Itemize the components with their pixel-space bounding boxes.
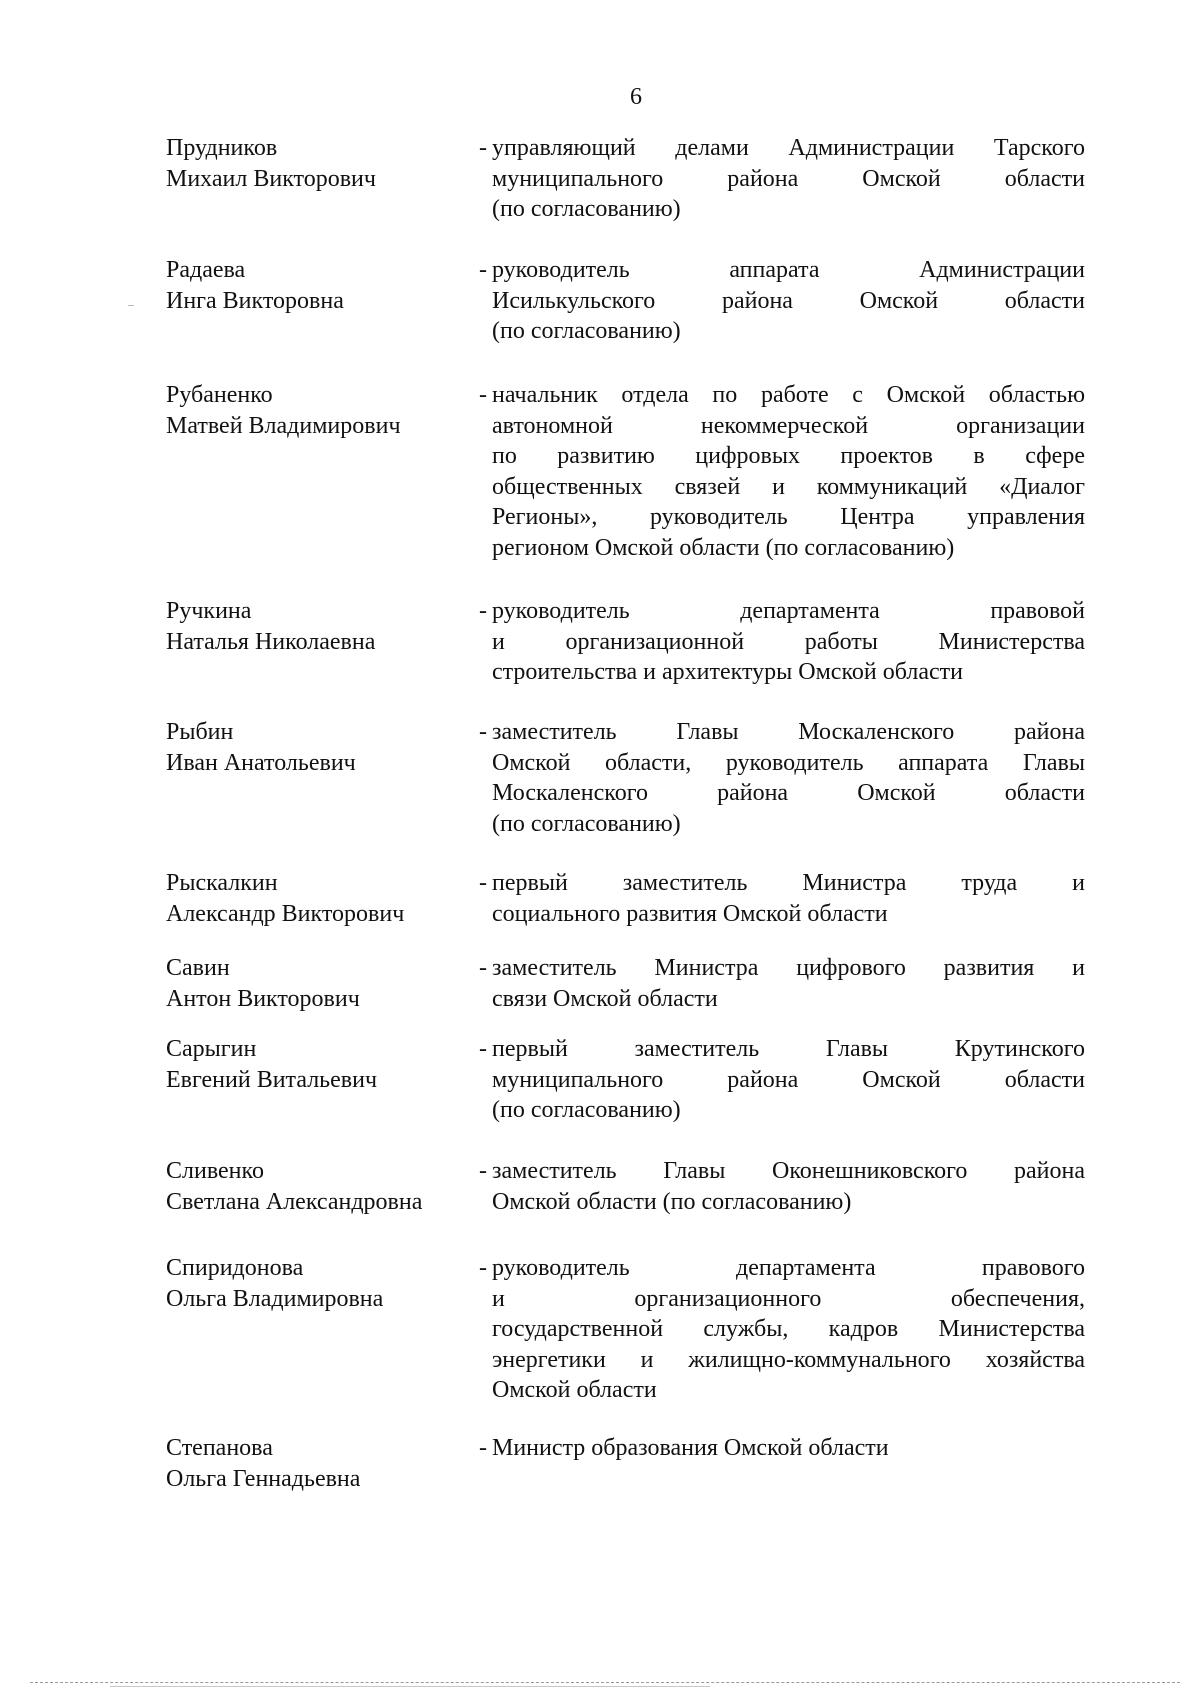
description-line: заместитель Главы Оконешниковского района	[492, 1158, 1085, 1184]
description-line: и организационной работы Министерства	[492, 628, 1085, 655]
dash: -	[479, 1435, 487, 1461]
description-line: первый заместитель Министра труда и	[492, 870, 1085, 896]
dash: -	[479, 135, 487, 161]
dash: -	[479, 1255, 487, 1281]
description-line: (по согласованию)	[492, 810, 681, 837]
given-names: Александр Викторович	[166, 900, 405, 927]
position-description	[492, 868, 1085, 929]
dash: -	[479, 870, 487, 896]
scan-artifact	[110, 1686, 710, 1687]
description-line: управляющий делами Администрации Тарского	[492, 135, 1085, 161]
person-name	[166, 1156, 466, 1217]
person-name	[166, 596, 466, 657]
description-line: по развитию цифровых проектов в сфере	[492, 443, 1085, 469]
person-name	[166, 1433, 466, 1494]
given-names: Ольга Геннадьевна	[166, 1465, 361, 1492]
description-line: заместитель Министра цифрового развития и	[492, 955, 1085, 981]
description-line: заместитель Главы Москаленского района	[492, 719, 1085, 745]
description-line: Омской области (по согласованию)	[492, 1188, 852, 1215]
description-line: строительства и архитектуры Омской области	[492, 659, 963, 685]
surname: Радаева	[166, 257, 246, 283]
dash: -	[479, 719, 487, 745]
given-names: Михаил Викторович	[166, 165, 376, 192]
description-line: Омской области, руководитель аппарата Главы	[492, 749, 1085, 776]
description-line: (по согласованию)	[492, 1097, 681, 1123]
surname: Рыскалкин	[166, 870, 278, 896]
person-name	[166, 868, 466, 929]
description-line: автономной некоммерческой организации	[492, 412, 1085, 439]
dash: -	[479, 1158, 487, 1184]
given-names: Евгений Витальевич	[166, 1066, 378, 1093]
position-description	[492, 1253, 1085, 1406]
description-line: Омской области	[492, 1377, 657, 1403]
description-line: (по согласованию)	[492, 196, 681, 222]
position-description	[492, 596, 1085, 688]
description-line: муниципального района Омской области	[492, 165, 1085, 192]
position-description	[492, 133, 1085, 225]
description-line: руководитель департамента правового	[492, 1255, 1085, 1281]
dash: -	[479, 1036, 487, 1062]
person-name	[166, 1253, 466, 1314]
person-name	[166, 380, 466, 441]
surname: Спиридонова	[166, 1255, 304, 1281]
position-description	[492, 255, 1085, 347]
description-line: (по согласованию)	[492, 318, 681, 344]
surname: Рыбин	[166, 719, 234, 745]
description-line: энергетики и жилищно-коммунального хозяйства	[492, 1346, 1085, 1373]
description-line: начальник отдела по работе с Омской областью	[492, 382, 1085, 408]
given-names: Антон Викторович	[166, 985, 360, 1012]
description-line: связи Омской области	[492, 985, 718, 1012]
scan-artifact	[128, 305, 134, 306]
person-name	[166, 133, 466, 194]
dash: -	[479, 257, 487, 283]
description-line: Министр образования Омской области	[492, 1435, 889, 1461]
given-names: Наталья Николаевна	[166, 628, 376, 655]
position-description	[492, 1034, 1085, 1126]
description-line: и организационного обеспечения,	[492, 1285, 1085, 1312]
description-line: руководитель аппарата Администрации	[492, 257, 1085, 283]
description-line: Регионы», руководитель Центра управления	[492, 504, 1085, 530]
description-line: Москаленского района Омской области	[492, 780, 1085, 806]
position-description	[492, 1156, 1085, 1217]
given-names: Инга Викторовна	[166, 287, 344, 314]
scan-artifact	[30, 1682, 1180, 1683]
person-name	[166, 953, 466, 1014]
surname: Прудников	[166, 135, 278, 161]
dash: -	[479, 382, 487, 408]
given-names: Светлана Александровна	[166, 1188, 423, 1215]
dash: -	[479, 955, 487, 981]
dash: -	[479, 598, 487, 624]
given-names: Ольга Владимировна	[166, 1285, 384, 1312]
position-description	[492, 380, 1085, 563]
surname: Ручкина	[166, 598, 252, 624]
description-line: социального развития Омской области	[492, 900, 888, 927]
surname: Степанова	[166, 1435, 273, 1461]
description-line: общественных связей и коммуникаций «Диалог	[492, 473, 1085, 500]
position-description	[492, 953, 1085, 1014]
person-name	[166, 717, 466, 778]
description-line: Исилькульского района Омской области	[492, 287, 1085, 314]
description-line: руководитель департамента правовой	[492, 598, 1085, 624]
description-line: первый заместитель Главы Крутинского	[492, 1036, 1085, 1062]
description-line: регионом Омской области (по согласованию)	[492, 534, 955, 561]
person-name	[166, 1034, 466, 1095]
page-number: 6	[630, 84, 642, 110]
surname: Рубаненко	[166, 382, 273, 408]
position-description	[492, 717, 1085, 839]
position-description	[492, 1433, 1085, 1464]
given-names: Иван Анатольевич	[166, 749, 356, 776]
surname: Сливенко	[166, 1158, 264, 1184]
description-line: государственной службы, кадров Министерства	[492, 1316, 1085, 1342]
surname: Сарыгин	[166, 1036, 257, 1062]
given-names: Матвей Владимирович	[166, 412, 401, 439]
surname: Савин	[166, 955, 230, 981]
person-name	[166, 255, 466, 316]
description-line: муниципального района Омской области	[492, 1066, 1085, 1093]
